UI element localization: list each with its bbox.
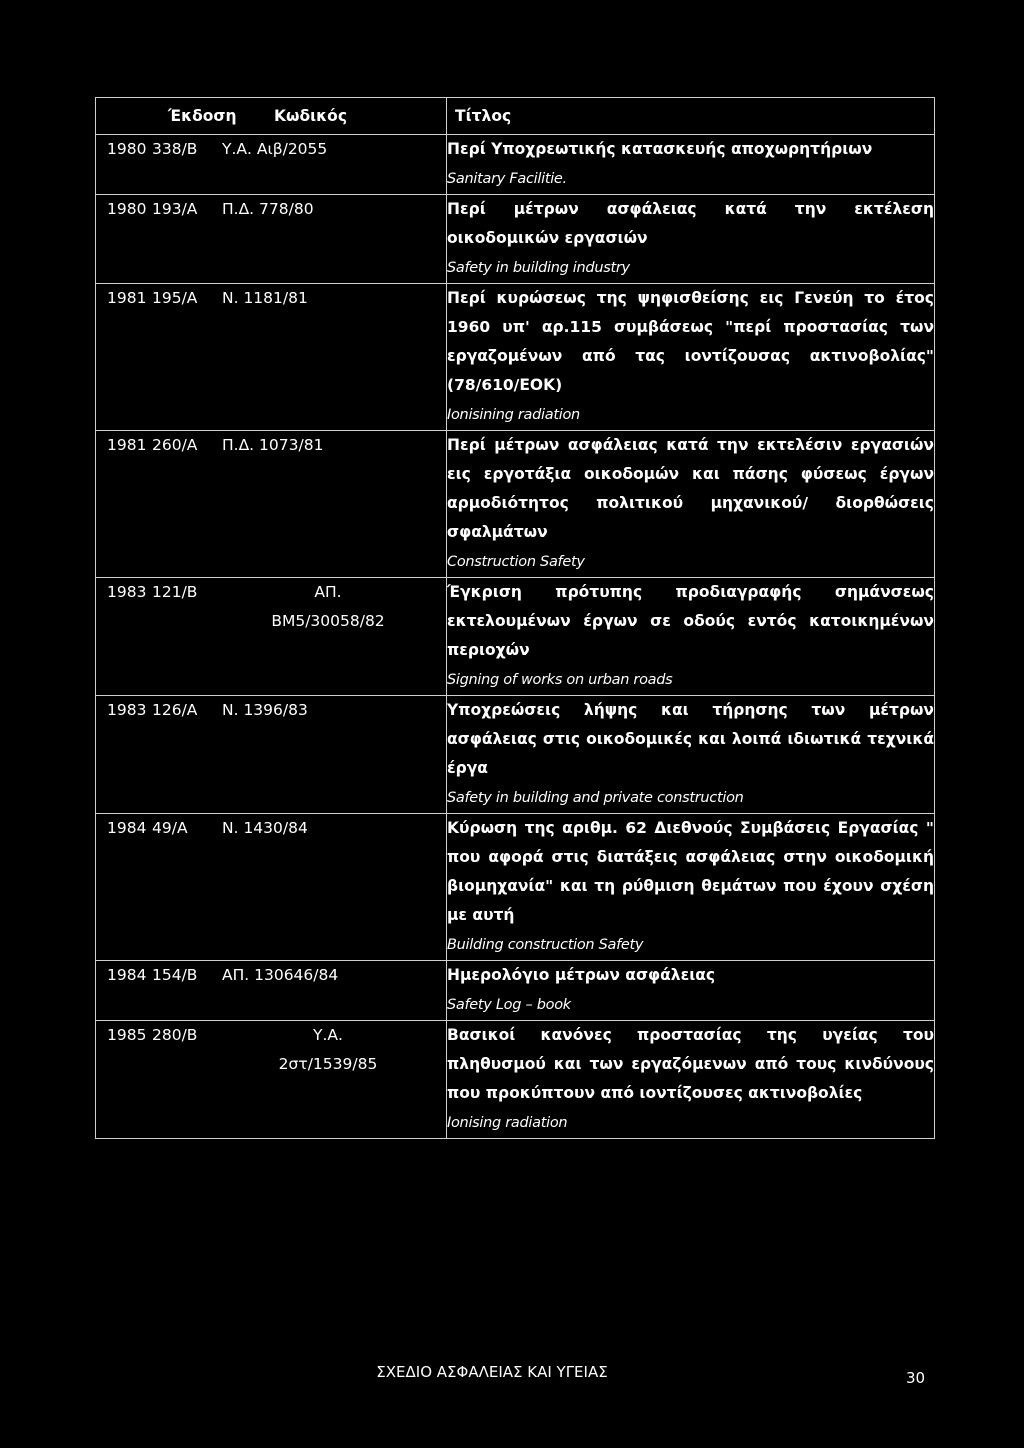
table-row xyxy=(96,195,935,284)
table-body xyxy=(96,135,935,1139)
row-reference: Ν. 1396/83 xyxy=(222,701,308,719)
row-meta-cell xyxy=(96,195,447,284)
table-header-row xyxy=(96,98,935,135)
page-number: 30 xyxy=(906,1369,926,1387)
row-title-greek: Περί Υποχρεωτικής κατασκευής αποχωρητήριων xyxy=(447,140,873,158)
row-meta-cell xyxy=(96,814,447,961)
row-year: 1980 xyxy=(107,200,147,218)
row-title-greek: Βασικοί κανόνες προστασίας της υγείας του πληθυσμού και των εργαζόμενων από τους κινδύνους που προκύπτουν από ιοντίζουσες ακτινοβολίες xyxy=(447,1026,934,1102)
row-title-cell xyxy=(447,284,935,431)
row-title-greek: Περί μέτρων ασφάλειας κατά την εκτέλεση οικοδομικών εργασιών xyxy=(447,200,934,247)
row-reference: Ν. 1430/84 xyxy=(222,819,308,837)
table-row xyxy=(96,578,935,696)
header-year-code xyxy=(96,98,447,135)
row-year: 1984 xyxy=(107,819,147,837)
row-title-english: Safety Log – book xyxy=(447,997,571,1013)
row-year: 1983 xyxy=(107,583,147,601)
row-title-greek: Περί μέτρων ασφάλειας κατά την εκτελέσιν εργασιών εις εργοτάξια οικοδομών και πάσης φύσεως έργων αρμοδιότητος πολιτικού μηχανικού/ διορθώσεις σφαλμάτων xyxy=(447,436,934,541)
row-meta xyxy=(96,1021,446,1079)
row-meta xyxy=(96,961,446,990)
row-title-english: Ionisining radiation xyxy=(447,407,580,423)
table-row xyxy=(96,1021,935,1139)
row-reference: Ν. 1181/81 xyxy=(222,289,308,307)
row-title-greek: Περί κυρώσεως της ψηφισθείσης εις Γενεύη το έτος 1960 υπ' αρ.115 συμβάσεως "περί προστασίας των εργαζομένων από τας ιοντίζουσας ακτινοβολίας" (78/610/ΕΟΚ) xyxy=(447,289,934,394)
row-meta-cell xyxy=(96,1021,447,1139)
row-reference: ΑΠ. 130646/84 xyxy=(222,966,339,984)
row-meta-cell xyxy=(96,578,447,696)
header-title: Τίτλος xyxy=(447,98,935,135)
row-title-english: Ionising radiation xyxy=(447,1115,568,1131)
row-issue: 260/Α xyxy=(152,436,198,454)
row-issue: 338/Β xyxy=(152,140,198,158)
table-row xyxy=(96,284,935,431)
row-title-english: Sanitary Facilitie. xyxy=(447,171,567,187)
row-meta xyxy=(96,284,446,313)
row-issue: 126/Α xyxy=(152,701,198,719)
row-issue: 195/Α xyxy=(152,289,198,307)
row-year: 1980 xyxy=(107,140,147,158)
row-year: 1981 xyxy=(107,289,147,307)
row-year: 1981 xyxy=(107,436,147,454)
header-code: Κωδικός xyxy=(274,107,348,125)
row-year: 1983 xyxy=(107,701,147,719)
row-reference: Υ.Α. 2στ/1539/85 xyxy=(278,1026,378,1073)
table-row xyxy=(96,961,935,1021)
table-row xyxy=(96,431,935,578)
row-reference: Π.Δ. 778/80 xyxy=(222,200,314,218)
row-title-cell xyxy=(447,135,935,195)
row-reference: Π.Δ. 1073/81 xyxy=(222,436,324,454)
row-reference: Υ.Α. Αιβ/2055 xyxy=(222,140,328,158)
row-title-cell xyxy=(447,696,935,814)
row-title-english: Safety in building and private construction xyxy=(447,790,744,806)
row-meta xyxy=(96,814,446,843)
row-meta-cell xyxy=(96,431,447,578)
row-issue: 49/Α xyxy=(152,819,188,837)
row-meta xyxy=(96,135,446,164)
row-year: 1984 xyxy=(107,966,147,984)
row-meta xyxy=(96,696,446,725)
row-title-english: Safety in building industry xyxy=(447,260,630,276)
row-issue: 280/Β xyxy=(152,1026,198,1044)
row-meta-cell xyxy=(96,284,447,431)
table-row xyxy=(96,814,935,961)
table-row xyxy=(96,696,935,814)
row-title-greek: Υποχρεώσεις λήψης και τήρησης των μέτρων ασφάλειας στις οικοδομικές και λοιπά ιδιωτικά τεχνικά έργα xyxy=(447,701,934,777)
row-issue: 154/Β xyxy=(152,966,198,984)
row-meta-cell xyxy=(96,135,447,195)
row-title-greek: Ημερολόγιο μέτρων ασφάλειας xyxy=(447,966,716,984)
row-title-greek: Κύρωση της αριθμ. 62 Διεθνούς Συμβάσεις Εργασίας " που αφορά στις διατάξεις ασφάλειας στην οικοδομική βιομηχανία" και τη ρύθμιση θεμάτων που έχουν σχέση με αυτή xyxy=(447,819,934,924)
footer-text: ΣΧΕΔΙΟ ΑΣΦΑΛΕΙΑΣ ΚΑΙ ΥΓΕΙΑΣ xyxy=(376,1363,608,1381)
row-meta xyxy=(96,431,446,460)
row-title-english: Signing of works on urban roads xyxy=(447,672,673,688)
row-issue: 193/Α xyxy=(152,200,198,218)
row-meta-cell xyxy=(96,696,447,814)
row-title-cell xyxy=(447,1021,935,1139)
row-title-cell xyxy=(447,195,935,284)
row-title-cell xyxy=(447,814,935,961)
row-title-greek: Έγκριση πρότυπης προδιαγραφής σημάνσεως εκτελουμένων έργων σε οδούς εντός κατοικημένων περιοχών xyxy=(447,583,934,659)
row-title-cell xyxy=(447,431,935,578)
row-title-cell xyxy=(447,961,935,1021)
row-meta-cell xyxy=(96,961,447,1021)
row-title-cell xyxy=(447,578,935,696)
header-year-issue: Έκδοση xyxy=(168,107,237,125)
row-meta xyxy=(96,195,446,224)
row-title-english: Construction Safety xyxy=(447,554,585,570)
row-reference: ΑΠ. ΒΜ5/30058/82 xyxy=(271,583,385,630)
row-year: 1985 xyxy=(107,1026,147,1044)
row-title-english: Building construction Safety xyxy=(447,937,644,953)
row-meta xyxy=(96,578,446,636)
legislation-table xyxy=(95,97,935,1139)
row-issue: 121/Β xyxy=(152,583,198,601)
table-row xyxy=(96,135,935,195)
